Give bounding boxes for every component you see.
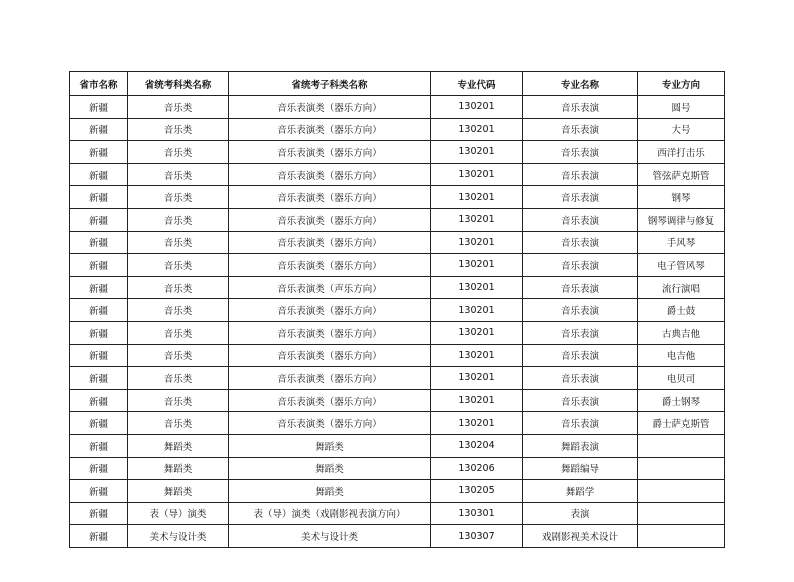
cell-code: 130201 [431, 163, 523, 186]
cell-code: 130205 [431, 480, 523, 503]
header-subcategory: 省统考子科类名称 [229, 72, 431, 96]
cell-category: 音乐类 [128, 96, 229, 119]
table-row [70, 186, 725, 209]
cell-subcategory: 音乐表演类（器乐方向） [229, 344, 431, 367]
cell-code: 130201 [431, 276, 523, 299]
cell-category: 音乐类 [128, 231, 229, 254]
cell-direction: 电贝司 [638, 367, 725, 390]
cell-category: 舞蹈类 [128, 457, 229, 480]
table-row [70, 254, 725, 277]
table-row [70, 367, 725, 390]
table-row [70, 208, 725, 231]
table-row [70, 118, 725, 141]
cell-direction: 电子管风琴 [638, 254, 725, 277]
cell-subcategory: 音乐表演类（器乐方向） [229, 186, 431, 209]
cell-code: 130201 [431, 412, 523, 435]
cell-category: 舞蹈类 [128, 434, 229, 457]
cell-province: 新疆 [70, 480, 128, 503]
cell-code: 130201 [431, 141, 523, 164]
cell-code: 130201 [431, 299, 523, 322]
cell-major: 音乐表演 [523, 254, 638, 277]
cell-category: 舞蹈类 [128, 480, 229, 503]
cell-direction [638, 502, 725, 525]
header-category: 省统考科类名称 [128, 72, 229, 96]
cell-province: 新疆 [70, 186, 128, 209]
cell-category: 音乐类 [128, 299, 229, 322]
cell-major: 音乐表演 [523, 186, 638, 209]
cell-major: 音乐表演 [523, 231, 638, 254]
cell-province: 新疆 [70, 389, 128, 412]
cell-direction: 大号 [638, 118, 725, 141]
cell-major: 音乐表演 [523, 367, 638, 390]
cell-province: 新疆 [70, 231, 128, 254]
table-row [70, 163, 725, 186]
cell-major: 音乐表演 [523, 163, 638, 186]
cell-province: 新疆 [70, 118, 128, 141]
cell-code: 130201 [431, 389, 523, 412]
cell-category: 音乐类 [128, 276, 229, 299]
cell-category: 音乐类 [128, 141, 229, 164]
cell-code: 130307 [431, 525, 523, 548]
cell-province: 新疆 [70, 321, 128, 344]
cell-province: 新疆 [70, 299, 128, 322]
cell-major: 音乐表演 [523, 96, 638, 119]
cell-code: 130201 [431, 118, 523, 141]
table-row [70, 231, 725, 254]
cell-subcategory: 音乐表演类（器乐方向） [229, 321, 431, 344]
cell-category: 音乐类 [128, 118, 229, 141]
table-row [70, 141, 725, 164]
cell-direction: 钢琴调律与修复 [638, 208, 725, 231]
table-row [70, 276, 725, 299]
cell-major: 音乐表演 [523, 412, 638, 435]
header-province: 省市名称 [70, 72, 128, 96]
cell-subcategory: 音乐表演类（声乐方向） [229, 276, 431, 299]
cell-category: 音乐类 [128, 389, 229, 412]
cell-subcategory: 舞蹈类 [229, 480, 431, 503]
cell-code: 130201 [431, 96, 523, 119]
cell-code: 130201 [431, 186, 523, 209]
cell-major: 表演 [523, 502, 638, 525]
cell-direction: 圆号 [638, 96, 725, 119]
cell-major: 戏剧影视美术设计 [523, 525, 638, 548]
cell-major: 音乐表演 [523, 321, 638, 344]
major-table [69, 71, 725, 548]
table-row [70, 480, 725, 503]
cell-direction: 西洋打击乐 [638, 141, 725, 164]
cell-province: 新疆 [70, 434, 128, 457]
cell-direction: 电吉他 [638, 344, 725, 367]
cell-code: 130204 [431, 434, 523, 457]
header-code: 专业代码 [431, 72, 523, 96]
cell-province: 新疆 [70, 208, 128, 231]
cell-subcategory: 音乐表演类（器乐方向） [229, 389, 431, 412]
cell-subcategory: 音乐表演类（器乐方向） [229, 412, 431, 435]
cell-category: 音乐类 [128, 321, 229, 344]
cell-category: 音乐类 [128, 186, 229, 209]
cell-province: 新疆 [70, 344, 128, 367]
cell-major: 音乐表演 [523, 276, 638, 299]
cell-subcategory: 美术与设计类 [229, 525, 431, 548]
cell-subcategory: 音乐表演类（器乐方向） [229, 208, 431, 231]
cell-major: 音乐表演 [523, 141, 638, 164]
cell-province: 新疆 [70, 525, 128, 548]
cell-subcategory: 音乐表演类（器乐方向） [229, 118, 431, 141]
cell-subcategory: 音乐表演类（器乐方向） [229, 231, 431, 254]
table-row [70, 434, 725, 457]
cell-direction [638, 480, 725, 503]
cell-code: 130201 [431, 344, 523, 367]
cell-code: 130201 [431, 254, 523, 277]
table-row [70, 502, 725, 525]
cell-code: 130201 [431, 231, 523, 254]
cell-direction [638, 457, 725, 480]
table-row [70, 457, 725, 480]
cell-direction: 爵士萨克斯管 [638, 412, 725, 435]
cell-subcategory: 舞蹈类 [229, 457, 431, 480]
table-row [70, 525, 725, 548]
cell-category: 美术与设计类 [128, 525, 229, 548]
cell-major: 音乐表演 [523, 299, 638, 322]
cell-category: 音乐类 [128, 367, 229, 390]
table-row [70, 389, 725, 412]
cell-province: 新疆 [70, 254, 128, 277]
cell-subcategory: 音乐表演类（器乐方向） [229, 96, 431, 119]
cell-category: 音乐类 [128, 254, 229, 277]
cell-subcategory: 音乐表演类（器乐方向） [229, 141, 431, 164]
cell-subcategory: 音乐表演类（器乐方向） [229, 163, 431, 186]
table-row [70, 96, 725, 119]
cell-province: 新疆 [70, 367, 128, 390]
cell-category: 音乐类 [128, 344, 229, 367]
cell-major: 音乐表演 [523, 208, 638, 231]
cell-category: 音乐类 [128, 163, 229, 186]
cell-subcategory: 音乐表演类（器乐方向） [229, 367, 431, 390]
cell-subcategory: 音乐表演类（器乐方向） [229, 299, 431, 322]
cell-major: 舞蹈学 [523, 480, 638, 503]
header-row [70, 72, 725, 96]
cell-province: 新疆 [70, 502, 128, 525]
cell-code: 130301 [431, 502, 523, 525]
cell-direction: 管弦萨克斯管 [638, 163, 725, 186]
cell-major: 舞蹈表演 [523, 434, 638, 457]
cell-direction: 爵士钢琴 [638, 389, 725, 412]
cell-subcategory: 音乐表演类（器乐方向） [229, 254, 431, 277]
cell-major: 音乐表演 [523, 344, 638, 367]
cell-major: 舞蹈编导 [523, 457, 638, 480]
cell-major: 音乐表演 [523, 118, 638, 141]
cell-subcategory: 舞蹈类 [229, 434, 431, 457]
cell-direction [638, 525, 725, 548]
header-direction: 专业方向 [638, 72, 725, 96]
cell-subcategory: 表（导）演类（戏剧影视表演方向） [229, 502, 431, 525]
cell-category: 音乐类 [128, 412, 229, 435]
cell-direction: 钢琴 [638, 186, 725, 209]
cell-province: 新疆 [70, 276, 128, 299]
cell-major: 音乐表演 [523, 389, 638, 412]
cell-code: 130206 [431, 457, 523, 480]
cell-category: 表（导）演类 [128, 502, 229, 525]
table-row [70, 412, 725, 435]
cell-category: 音乐类 [128, 208, 229, 231]
cell-direction: 手风琴 [638, 231, 725, 254]
table-row [70, 344, 725, 367]
cell-province: 新疆 [70, 141, 128, 164]
cell-province: 新疆 [70, 163, 128, 186]
cell-direction: 流行演唱 [638, 276, 725, 299]
cell-province: 新疆 [70, 412, 128, 435]
table-row [70, 299, 725, 322]
cell-code: 130201 [431, 208, 523, 231]
cell-code: 130201 [431, 367, 523, 390]
cell-province: 新疆 [70, 457, 128, 480]
cell-direction [638, 434, 725, 457]
cell-province: 新疆 [70, 96, 128, 119]
cell-code: 130201 [431, 321, 523, 344]
header-major: 专业名称 [523, 72, 638, 96]
table-row [70, 321, 725, 344]
cell-direction: 古典吉他 [638, 321, 725, 344]
cell-direction: 爵士鼓 [638, 299, 725, 322]
